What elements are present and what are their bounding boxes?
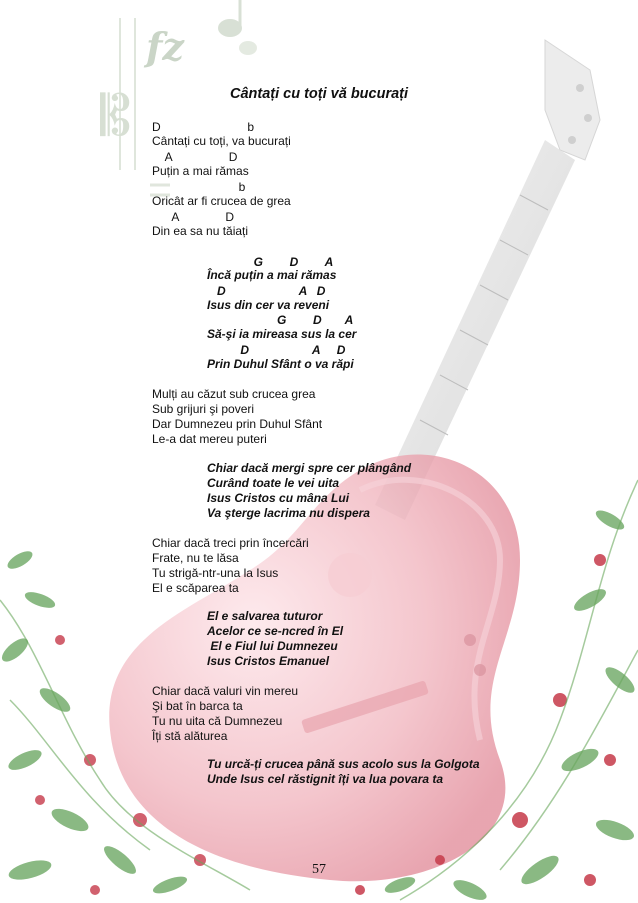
- lyric-line: Tu strigă-ntr-una la Isus: [152, 566, 279, 580]
- lyric-line: Din ea sa nu tăiați: [152, 224, 249, 238]
- lyric-line: Să-şi ia mireasa sus la cer: [207, 327, 357, 341]
- chord-line: D A D: [207, 343, 346, 357]
- lyric-line: Cântați cu toți, va bucurați: [152, 134, 291, 148]
- lyric-line: Isus Cristos Emanuel: [207, 654, 330, 668]
- lyric-line: El e scăparea ta: [152, 581, 239, 595]
- chord-line: D A D: [207, 284, 326, 298]
- lyric-line: Prin Duhul Sfânt o va răpi: [207, 357, 354, 371]
- lyric-line: Curând toate le vei uita: [207, 476, 340, 490]
- lyric-line: Tu nu uita că Dumnezeu: [152, 714, 283, 728]
- lyric-line: El e Fiul lui Dumnezeu: [207, 639, 338, 653]
- lyric-line: Isus Cristos cu mâna Lui: [207, 491, 350, 505]
- fz-logo: fz: [146, 24, 184, 69]
- lyric-line: Va şterge lacrima nu dispera: [207, 506, 370, 520]
- chord-line: A D: [152, 210, 235, 224]
- chord-line: G D A: [207, 255, 334, 269]
- lyric-line: Dar Dumnezeu prin Duhul Sfânt: [152, 417, 323, 431]
- lyric-line: Le-a dat mereu puteri: [152, 432, 267, 446]
- lyric-line: Isus din cer va reveni: [207, 298, 330, 312]
- lyric-line: Frate, nu te lăsa: [152, 551, 239, 565]
- chord-line: A D: [152, 150, 238, 164]
- lyric-line: Chiar dacă mergi spre cer plângând: [207, 461, 412, 475]
- lyric-line: Acelor ce se-ncred în El: [207, 624, 344, 638]
- lyric-line: Chiar dacă treci prin încercări: [152, 536, 309, 550]
- lyric-line: Tu urcă-ți crucea până sus acolo sus la Golgota: [207, 757, 480, 771]
- song-title: Cântați cu toți vă bucurați: [229, 86, 409, 102]
- chord-line: G D A: [207, 313, 354, 327]
- lyric-line: El e salvarea tuturor: [207, 609, 323, 623]
- lyric-line: Îți stă alăturea: [152, 729, 228, 743]
- chord-line: D b: [152, 120, 255, 134]
- lyric-line: Oricât ar fi crucea de grea: [152, 194, 291, 208]
- lyric-line: Chiar dacă valuri vin mereu: [152, 684, 299, 698]
- lyric-line: Mulți au căzut sub crucea grea: [152, 387, 316, 401]
- lyric-line: Încă puțin a mai rămas: [207, 268, 337, 282]
- lyric-line: Şi bat în barca ta: [152, 699, 243, 713]
- svg-text:𝄡: 𝄡: [100, 84, 132, 149]
- page-number: 57: [312, 862, 326, 877]
- lyric-line: Sub grijuri şi poveri: [152, 402, 255, 416]
- lyric-line: Puțin a mai rămas: [152, 164, 249, 178]
- lyric-line: Unde Isus cel răstignit îți va lua povara ta: [207, 772, 444, 786]
- chord-line: b: [152, 180, 246, 194]
